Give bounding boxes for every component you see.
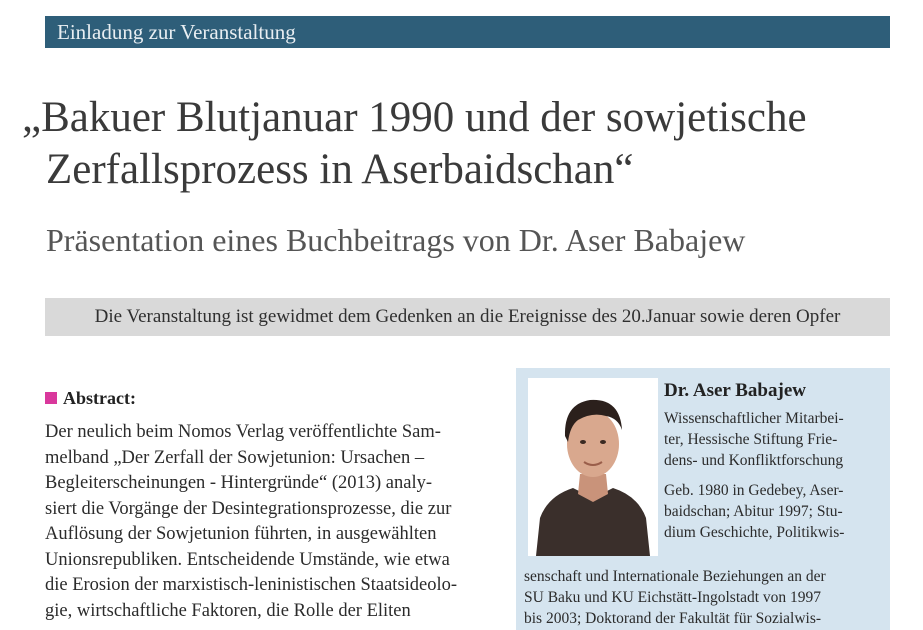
event-title-line-1: „Bakuer Blutjanuar 1990 und der sowjetische <box>22 94 807 141</box>
speaker-cv-line: dium Geschichte, Politikwis- <box>664 524 845 541</box>
abstract-heading-label: Abstract: <box>63 388 136 408</box>
dedication-banner <box>45 298 890 336</box>
speaker-cv-continued <box>524 566 888 629</box>
abstract-line: Begleiterscheinungen - Hintergründe“ (2013) analy- <box>45 473 432 493</box>
speaker-role-line: Wissenschaftlicher Mitarbei- <box>664 410 844 427</box>
abstract-line: melband „Der Zerfall der Sowjetunion: Ursachen – <box>45 447 425 468</box>
abstract-heading <box>45 388 136 409</box>
speaker-role-line: dens- und Konfliktforschung <box>664 452 844 469</box>
speaker-cv-line: Geb. 1980 in Gedebey, Aser- <box>664 482 844 499</box>
speaker-portrait-icon <box>528 378 658 556</box>
speaker-cv-line: senschaft und Internationale Beziehungen an der <box>524 568 826 585</box>
invitation-header <box>45 16 890 48</box>
speaker-cv-line: baidschan; Abitur 1997; Stu- <box>664 503 843 520</box>
speaker-bio-box <box>516 368 890 630</box>
speaker-name: Dr. Aser Babajew <box>664 380 806 401</box>
event-title <box>22 92 902 196</box>
event-subtitle: Präsentation eines Buchbeitrags von Dr. Aser Babajew <box>46 222 746 258</box>
abstract-line: die Erosion der marxistisch-leninistischen Staatsideolo- <box>45 575 458 595</box>
abstract-line: siert die Vorgänge der Desintegrationsprozesse, die zur <box>45 498 452 519</box>
dedication-text: Die Veranstaltung ist gewidmet dem Gedenken an die Ereignisse des 20.Januar sowie deren Opfer <box>94 306 841 327</box>
event-title-line-2: Zerfallsprozess in Aserbaidschan“ <box>46 146 634 193</box>
speaker-details <box>664 408 886 543</box>
abstract-line: Der neulich beim Nomos Verlag veröffentlichte Sam- <box>45 422 441 442</box>
speaker-cv-line: bis 2003; Doktorand der Fakultät für Sozialwis- <box>524 610 822 627</box>
abstract-line: Unionsrepubliken. Entscheidende Umstände, wie etwa <box>45 549 450 570</box>
speaker-cv-line: SU Baku und KU Eichstätt-Ingolstadt von 1997 <box>524 589 822 606</box>
bullet-square-icon <box>45 392 57 404</box>
abstract-body <box>45 420 500 624</box>
abstract-line: Auflösung der Sowjetunion führten, in ausgewählten <box>45 524 437 544</box>
invitation-header-label: Einladung zur Veranstaltung <box>57 20 296 44</box>
abstract-line: gie, wirtschaftliche Faktoren, die Rolle der Eliten <box>45 600 411 621</box>
speaker-photo <box>528 378 658 556</box>
speaker-role-line: ter, Hessische Stiftung Frie- <box>664 431 838 448</box>
